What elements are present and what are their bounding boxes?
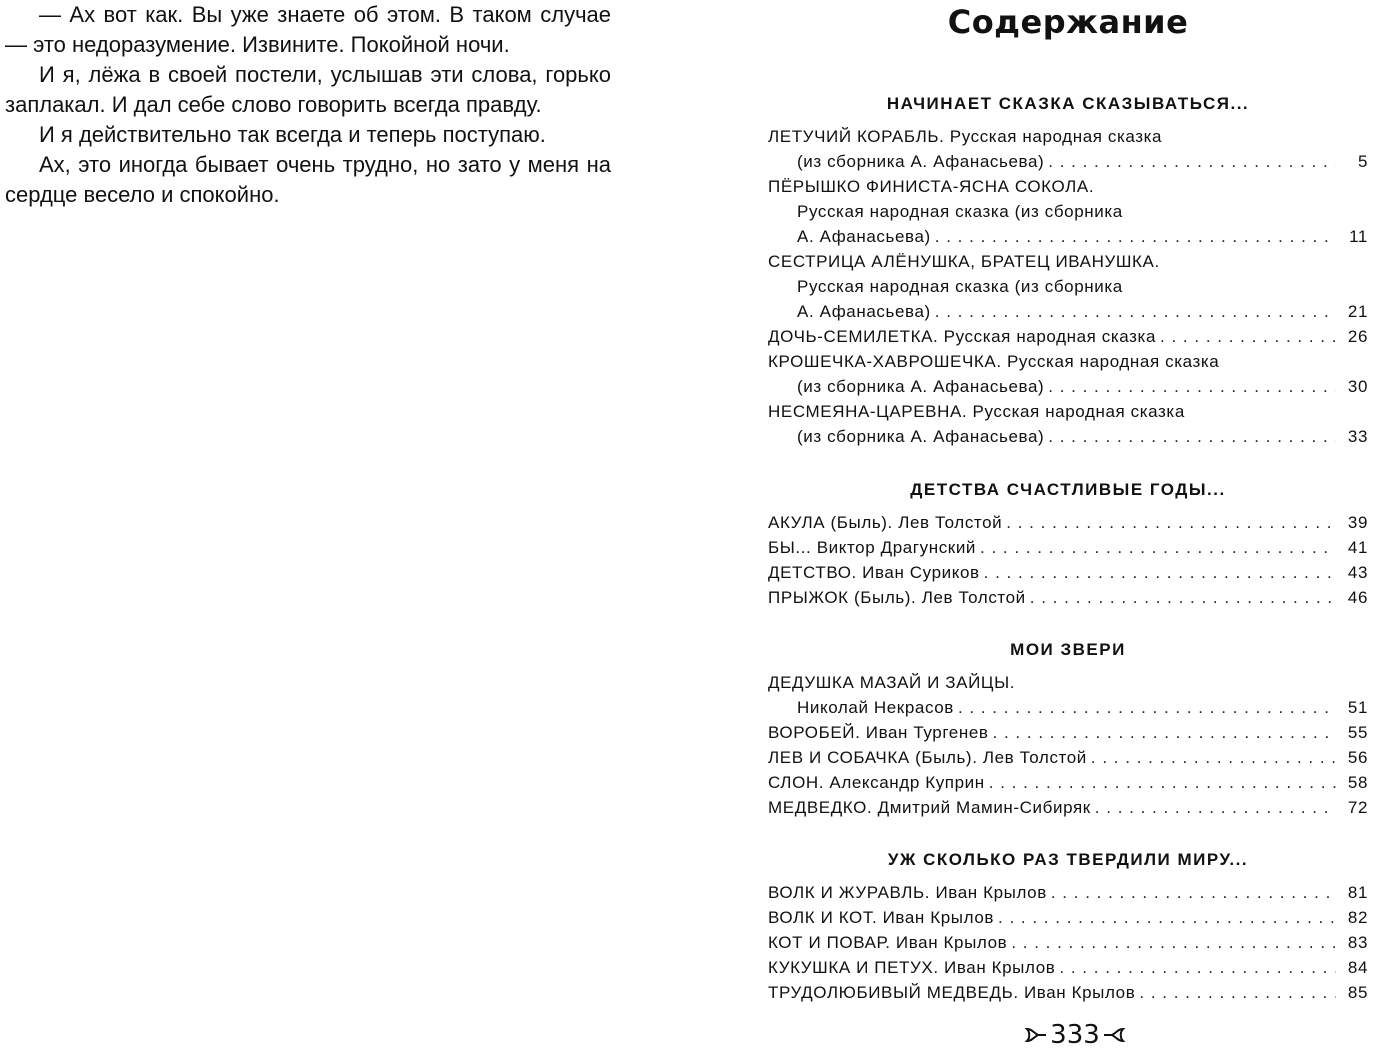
toc-entry-line: НЕСМЕЯНА-ЦАРЕВНА. Русская народная сказка — [768, 402, 1185, 421]
page-title: Содержание — [947, 3, 1189, 41]
toc-entry-title: ДЕТСТВО. Иван Суриков — [768, 563, 980, 582]
dot-leader — [998, 905, 1336, 930]
toc-entry[interactable] — [768, 585, 1368, 610]
dot-leader — [1006, 510, 1336, 535]
dot-leader — [1048, 374, 1336, 399]
ornament-left-icon — [1024, 1023, 1048, 1047]
toc-section — [768, 92, 1368, 449]
dot-leader — [1059, 955, 1336, 980]
dot-leader — [1160, 324, 1336, 349]
dot-leader — [935, 224, 1336, 249]
toc-entry[interactable] — [768, 955, 1368, 980]
toc-entry-title: КОТ И ПОВАР. Иван Крылов — [768, 933, 1008, 952]
toc-entry-page: 46 — [1347, 588, 1368, 607]
dot-leader — [1051, 880, 1336, 905]
toc-entry-title: АКУЛА (Быль). Лев Толстой — [768, 513, 1003, 532]
toc-entry-page: 83 — [1347, 933, 1368, 952]
toc-entry-line: СЕСТРИЦА АЛЁНУШКА, БРАТЕЦ ИВАНУШКА. — [768, 252, 1160, 271]
paragraph: — Ах вот как. Вы уже знаете об этом. В таком случае — это недоразумение. Извините. Покойной ночи. — [5, 2, 611, 57]
toc-entry-title: ДОЧЬ-СЕМИЛЕТКА. Русская народная сказка — [768, 327, 1157, 346]
toc-entry-line: ПЁРЫШКО ФИНИСТА-ЯСНА СОКОЛА. — [768, 177, 1095, 196]
toc-entry[interactable] — [768, 535, 1368, 560]
toc-entry-title: МЕДВЕДКО. Дмитрий Мамин-Сибиряк — [768, 798, 1091, 817]
toc-entry-line: ЛЕТУЧИЙ КОРАБЛЬ. Русская народная сказка — [768, 127, 1163, 146]
dot-leader — [1048, 149, 1336, 174]
toc-entry-title: (из сборника А. Афанасьева) — [797, 427, 1045, 446]
toc-entry[interactable] — [768, 399, 1368, 449]
toc-entry[interactable] — [768, 249, 1368, 324]
dot-leader — [1011, 930, 1336, 955]
toc-entry-page: 58 — [1347, 773, 1368, 792]
toc-entry[interactable] — [768, 880, 1368, 905]
section-heading: НАЧИНАЕТ СКАЗКА СКАЗЫВАТЬСЯ... — [886, 94, 1250, 113]
toc-entry[interactable] — [768, 174, 1368, 249]
toc-entry-title: ТРУДОЛЮБИВЫЙ МЕДВЕДЬ. Иван Крылов — [768, 983, 1136, 1002]
toc-entry-page: 43 — [1347, 563, 1368, 582]
paragraph: Ах, это иногда бывает очень трудно, но зато у меня на сердце весело и спокойно. — [5, 152, 611, 207]
toc-entry-page: 41 — [1347, 538, 1368, 557]
dot-leader — [984, 560, 1336, 585]
toc-entry-page: 51 — [1347, 698, 1368, 717]
dot-leader — [980, 535, 1336, 560]
toc-entry[interactable] — [768, 980, 1368, 1005]
toc-entry-title: (из сборника А. Афанасьева) — [797, 377, 1045, 396]
toc-entry-line: КРОШЕЧКА-ХАВРОШЕЧКА. Русская народная сказка — [768, 352, 1220, 371]
section-heading: МОИ ЗВЕРИ — [1010, 640, 1126, 659]
toc-entry-line: ДЕДУШКА МАЗАЙ И ЗАЙЦЫ. — [768, 673, 1016, 692]
dot-leader — [935, 299, 1336, 324]
toc-entry-page: 33 — [1347, 427, 1368, 446]
dot-leader — [1095, 795, 1336, 820]
toc-entry-title: Николай Некрасов — [797, 698, 954, 717]
toc-entry-title: КУКУШКА И ПЕТУХ. Иван Крылов — [768, 958, 1056, 977]
toc-section — [768, 478, 1368, 610]
toc-entry-line: Русская народная сказка (из сборника — [797, 202, 1123, 221]
toc-entry-page: 85 — [1347, 983, 1368, 1002]
toc-entry-line: Русская народная сказка (из сборника — [797, 277, 1123, 296]
left-page-text — [5, 0, 611, 210]
toc-entry-page: 56 — [1347, 748, 1368, 767]
toc-entry-page: 39 — [1347, 513, 1368, 532]
toc-entry-page: 21 — [1347, 302, 1368, 321]
toc-entry[interactable] — [768, 720, 1368, 745]
toc-entry[interactable] — [768, 745, 1368, 770]
toc-section — [768, 848, 1368, 1005]
toc-entry-title: ЛЕВ И СОБАЧКА (Быль). Лев Толстой — [768, 748, 1087, 767]
toc-entry-title: (из сборника А. Афанасьева) — [797, 152, 1045, 171]
toc-entry-title: СЛОН. Александр Куприн — [768, 773, 985, 792]
toc-entry-page: 81 — [1347, 883, 1368, 902]
dot-leader — [1139, 980, 1336, 1005]
toc-entry[interactable] — [768, 670, 1368, 720]
toc-entry-page: 55 — [1347, 723, 1368, 742]
toc-entry-page: 5 — [1357, 152, 1368, 171]
toc-entry-page: 11 — [1349, 227, 1368, 246]
page-number — [1020, 1018, 1130, 1052]
section-heading: ДЕТСТВА СЧАСТЛИВЫЕ ГОДЫ... — [910, 480, 1226, 499]
toc-entry[interactable] — [768, 770, 1368, 795]
dot-leader — [1091, 745, 1336, 770]
toc-entry[interactable] — [768, 510, 1368, 535]
toc-entry-title: А. Афанасьева) — [797, 227, 931, 246]
toc-entry-page: 26 — [1347, 327, 1368, 346]
page-number-value: 333 — [1050, 1020, 1100, 1050]
paragraph: И я, лёжа в своей постели, услышав эти слова, горько заплакал. И дал себе слово говорить всегда правду. — [5, 62, 611, 117]
toc-entry[interactable] — [768, 349, 1368, 399]
toc-entry-title: ВОЛК И КОТ. Иван Крылов — [768, 908, 995, 927]
toc-entry[interactable] — [768, 905, 1368, 930]
dot-leader — [958, 695, 1336, 720]
toc-entry-title: ПРЫЖОК (Быль). Лев Толстой — [768, 588, 1026, 607]
toc-entry-page: 30 — [1347, 377, 1368, 396]
toc-entry-title: ВОЛК И ЖУРАВЛЬ. Иван Крылов — [768, 883, 1047, 902]
ornament-right-icon — [1102, 1023, 1126, 1047]
toc-entry[interactable] — [768, 124, 1368, 174]
toc-entry-page: 84 — [1347, 958, 1368, 977]
toc-entry-title: ВОРОБЕЙ. Иван Тургенев — [768, 723, 989, 742]
section-heading: УЖ СКОЛЬКО РАЗ ТВЕРДИЛИ МИРУ... — [887, 850, 1249, 869]
toc-entry-page: 72 — [1347, 798, 1368, 817]
toc-entry-title: А. Афанасьева) — [797, 302, 931, 321]
toc-section — [768, 638, 1368, 820]
toc-entry[interactable] — [768, 324, 1368, 349]
dot-leader — [989, 770, 1336, 795]
toc-entry[interactable] — [768, 560, 1368, 585]
toc-entry-title: БЫ... Виктор Драгунский — [768, 538, 977, 557]
toc-entry[interactable] — [768, 795, 1368, 820]
dot-leader — [993, 720, 1336, 745]
dot-leader — [1030, 585, 1336, 610]
paragraph: И я действительно так всегда и теперь поступаю. — [39, 122, 546, 147]
dot-leader — [1048, 424, 1336, 449]
toc-entry-page: 82 — [1347, 908, 1368, 927]
toc-entry[interactable] — [768, 930, 1368, 955]
